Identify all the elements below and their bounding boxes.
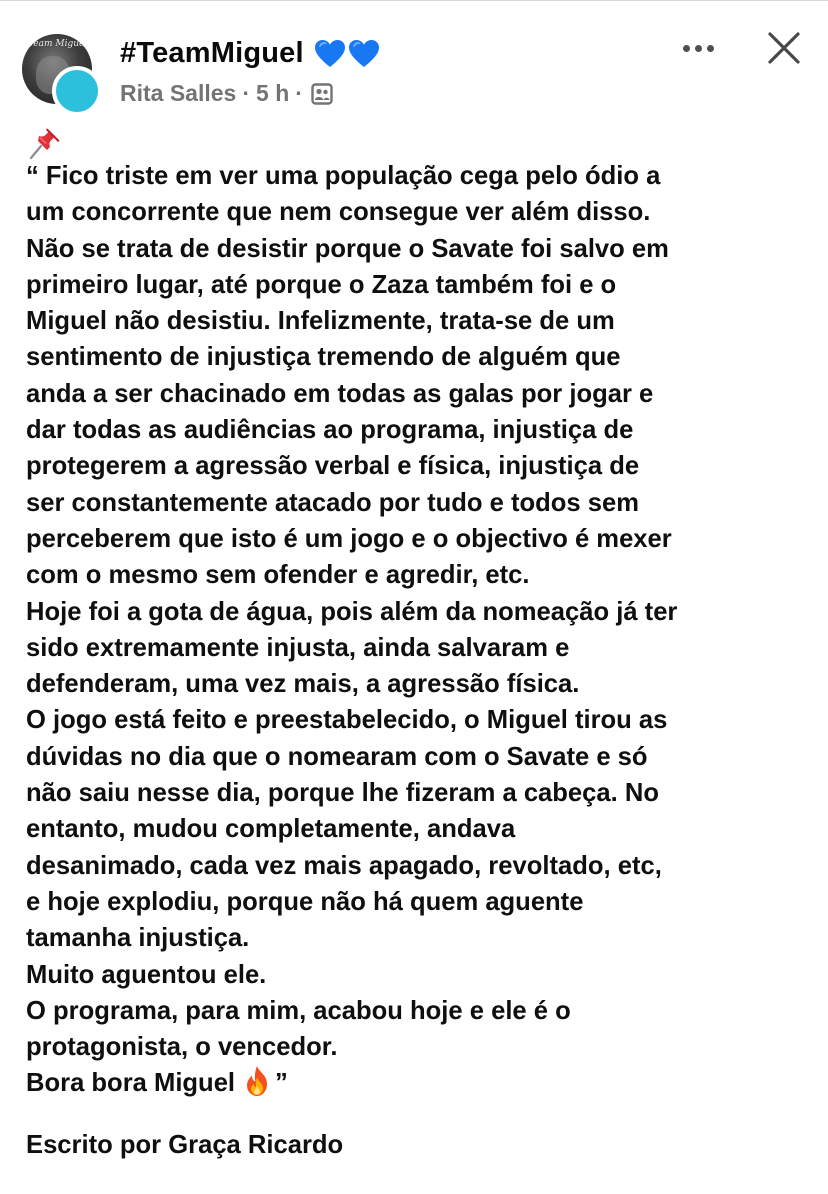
post-line: O programa, para mim, acabou hoje e ele é o [26, 996, 571, 1025]
post-line: entanto, mudou completamente, andava [26, 815, 516, 844]
post-last-line [26, 1065, 818, 1101]
meta-separator: · [295, 80, 303, 106]
post-line: desanimado, cada vez mais apagado, revoltado, etc, [26, 851, 662, 880]
close-icon[interactable] [764, 28, 804, 68]
avatar[interactable] [22, 34, 98, 108]
post-line: O jogo está feito e preestabelecido, o Miguel tirou as [26, 706, 668, 735]
post-line: tamanha injustiça. [26, 924, 250, 953]
post-line: não saiu nesse dia, porque lhe fizeram a cabeça. No [26, 779, 659, 808]
post-line: sentimento de injustiça tremendo de alguém que [26, 343, 621, 372]
pushpin-icon [26, 122, 66, 162]
post-line: “ Fico triste em ver uma população cega pelo ódio a [26, 162, 661, 190]
avatar-caption: Team Miguel [28, 39, 88, 49]
post-line: perceberem que isto é um jogo e o objectivo é mexer [26, 524, 672, 553]
meta-separator: · [242, 80, 251, 106]
author-name[interactable]: Rita Salles [120, 80, 237, 106]
post-line: com o mesmo sem ofender e agredir, etc. [26, 561, 530, 590]
more-options-button[interactable] [676, 33, 720, 63]
blue-heart-icon [348, 39, 380, 69]
more-options-icon [683, 45, 690, 52]
author-avatar-badge[interactable] [52, 66, 102, 116]
post-line: Miguel não desistiu. Infelizmente, trata-se de um [26, 307, 615, 336]
post-line: Muito aguentou ele. [26, 960, 267, 989]
fire-icon [243, 1065, 271, 1097]
post-line: protagonista, o vencedor. [26, 1033, 338, 1062]
post-signature: Escrito por Graça Ricardo [26, 1131, 344, 1159]
post-line: um concorrente que nem consegue ver além disso. [26, 198, 651, 227]
post-line: anda a ser chacinado em todas as galas por jogar e [26, 379, 654, 408]
post-line-text: ” [275, 1069, 288, 1098]
friends-audience-icon[interactable] [311, 83, 333, 105]
post-line: sido extremamente injusta, ainda salvaram e [26, 633, 570, 662]
post-line: Não se trata de desistir porque o Savate foi salvo em [26, 234, 669, 263]
post-meta [120, 80, 333, 107]
post-line: e hoje explodiu, porque não há quem aguente [26, 887, 584, 916]
page-name[interactable]: #TeamMiguel [120, 37, 304, 69]
post-line: protegerem a agressão verbal e física, injustiça de [26, 452, 640, 481]
post-time[interactable]: 5 h [256, 80, 290, 106]
page-title[interactable] [120, 37, 380, 70]
post-line: defenderam, uma vez mais, a agressão física. [26, 670, 580, 699]
top-divider [0, 0, 828, 1]
post-line: ser constantemente atacado por tudo e todos sem [26, 488, 639, 517]
post-line: Hoje foi a gota de água, pois além da nomeação já ter [26, 597, 678, 626]
blue-heart-icon [314, 39, 346, 69]
post-line: primeiro lugar, até porque o Zaza também foi e o [26, 270, 617, 299]
post-line-text: Bora bora Miguel [26, 1069, 236, 1098]
post-text [26, 158, 818, 1102]
post-line: dar todas as audiências ao programa, injustiça de [26, 416, 634, 445]
post-line: dúvidas no dia que o nomearam com o Savate e só [26, 742, 648, 771]
